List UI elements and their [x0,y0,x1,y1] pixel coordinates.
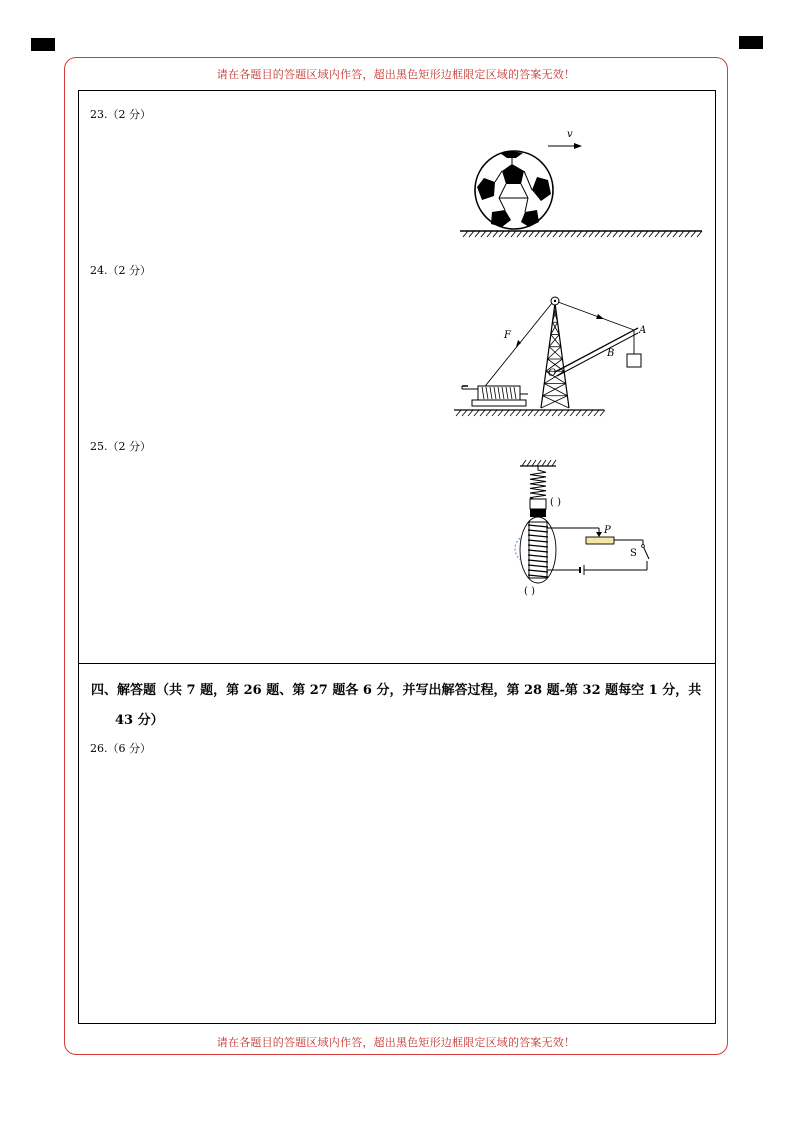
alignment-mark-left [31,38,55,51]
crane-label-a: A [639,325,647,336]
section-divider [78,663,716,664]
rheostat-label-p: P [604,525,611,536]
crane-label-f: F [504,330,511,341]
section-4-line-1: 四、解答题（共 7 题，第 26 题、第 27 题各 6 分，并写出解答过程，第 28 题-第 32 题每空 1 分，共 [91,683,702,698]
question-23-label: 23.（2 分） [90,108,151,121]
coil-pole-blank: ( ) [524,586,535,597]
crane-label-b: B [607,348,615,359]
question-26-label: 26.（6 分） [90,742,151,755]
velocity-label: v [567,129,573,140]
question-24-label: 24.（2 分） [90,264,151,277]
crane-label-o: O [548,368,557,379]
header-warning: 请在各题目的答题区域内作答，超出黑色矩形边框限定区域的答案无效！ [216,68,576,81]
magnet-pole-blank: ( ) [550,497,561,508]
switch-label-s: S [630,548,637,559]
soccer-ball-figure [455,120,705,245]
footer-warning: 请在各题目的答题区域内作答，超出黑色矩形边框限定区域的答案无效！ [216,1036,576,1049]
section-4-heading [91,676,703,736]
section-4-line-2: 43 分） [115,713,164,728]
question-25-label: 25.（2 分） [90,440,151,453]
alignment-mark-right [739,36,763,49]
crane-figure [452,290,657,422]
electromagnet-figure [500,460,670,605]
